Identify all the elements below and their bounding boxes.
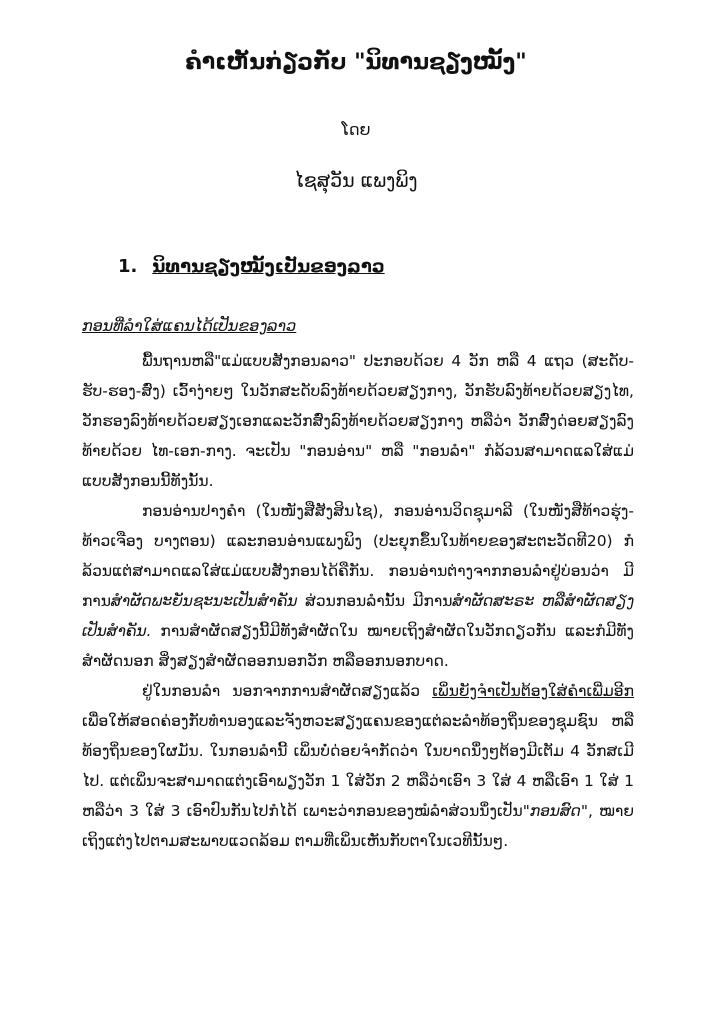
p2-text-c: ສ່ວນກອນລໍານັ້ນ ມີການ [297, 592, 453, 610]
p2-text-a: ກອນອ່ານປາງຄໍາ (ໃນໜັງສືສັງສິນໄຊ), ກອນອ່ານວິດຊຸມາລີ (ໃນໜັງສືທ້າວຮຸ່ງ-ທ້າວເຈືອງ ບາງຕອນ) ແລະກອນອ່ານແພງພິງ (ປະຍຸກຂຶ້ນໃນທ້າຍຂອງສະຕະວັດທີ20) ກໍລ້ວນແຕ່ສາມາດແລໃສ່ແມ່ແບບສັງກອນໄດ້ຄືກັນ. ກອນອ່ານຕ່າງຈາກກອນລໍາຢູ່ບ່ອນວ່າ ມີການ [82, 502, 634, 610]
author-name: ໄຊສຸວັນ ແພງພິງ [294, 170, 418, 192]
p3-text-c: ເພື່ອໃຫ້ສອດຄ່ອງກັບທໍານອງແລະຈັງຫວະສຽງແຄນຂອງແຕ່ລະລໍາທ້ອງຖິ່ນຂອງຊຸມຊົນ ຫລືທ້ອງຖິ່ນຂອງໃຜມັນ. ໃນກອນລໍານີ້ ເພິ່ນບໍ່ດ່ອຍຈໍາກັດວ່າ ໃນບາດນຶ່ງໆຕ້ອງມີເຕັມ 4 ວັກສເມີໄປ. ແຕ່ເພິ່ນຈະສາມາດແຕ່ງເອົາພຽງວັກ 1 ໃສ່ວັກ 2 ຫລືວ່າເອົາ 3 ໃສ່ 4 ຫລືເອົາ 1 ໃສ່ 1 ຫລືວ່າ 3 ໃສ່ 3 ເອົາປົນກັນໄປກໍໄດ້ ເພາະວ່າກອນຂອງໝໍລໍາສ່ວນນຶ່ງເປັນ" [82, 712, 634, 820]
section-title: ນິທານຊຽງໝັ້ງເປັນຂອງລາວ [152, 256, 385, 277]
p3-text-e: ", ໝາຍເຖິງແຕ່ງໄປຕາມສະພາບແວດລ້ອມ ຕາມທີ່ເພິ່ນເຫັນກັບຕາໃນເວທີນັ້ນໆ. [82, 802, 634, 850]
section-number: 1. [118, 256, 138, 277]
byline-label: ໂດຍ [341, 120, 371, 139]
document-title: ຄໍາເຫັນກ່ຽວກັບ "ນິທານຊຽງໝັ້ງ" [185, 50, 527, 75]
paragraph-2 [82, 496, 634, 676]
p3-text-a: ຢູ່ໃນກອນລໍາ ນອກຈາກການສໍາຜັດສຽງແລ້ວ [142, 682, 433, 700]
p3-italic-d: ກອນສົດ [529, 802, 581, 820]
body-text [82, 346, 634, 856]
p2-italic-b: ສໍາຜັດພະຍັນຊະນະເປັນສໍາຄັນ [110, 592, 298, 610]
p3-underlined-b: ເພິ່ນຍັງຈໍາເປັນຕ້ອງໃສ່ຄໍາເພີ່ມອີກ [432, 682, 634, 700]
paragraph-3 [82, 676, 634, 856]
section-heading [118, 256, 385, 277]
paragraph-1: ພື້ນຖານຫລື"ແມ່ແບບສັງກອນລາວ" ປະກອບດ້ວຍ 4 ວັກ ຫລື 4 ແຖວ (ສະດັບ-ຮັບ-ຮອງ-ສົ່ງ) ເວົ້າງ່າຍໆ ໃນວັກສະດັບລົງທ້າຍດ້ວຍສຽງກາງ, ວັກຮັບລົງທ້າຍດ້ວຍສຽງໄທ, ວັກຮອງລົງທ້າຍດ້ວຍສຽງເອກແລະວັກສົ່ງລົງທ້າຍດ້ວຍສຽງກາງ ຫລືວ່າ ວັກສົ່ງດ່ອຍສຽງລົງທ້າຍດ້ວຍ ໄທ-ເອກ-ກາງ. ຈະເປັນ "ກອນອ່ານ" ຫລື "ກອນລໍາ" ກໍລ້ວນສາມາດແລໃສ່ແມ່ແບບສັງກອນນີ້ທັງນັ້ນ. [82, 352, 634, 490]
p2-italic-d: ສໍາຜັດສະຣະ ຫລືສໍາຜັດສຽງເປັນສໍາຄັນ. [82, 592, 634, 640]
subheading: ກອນທີ່ລໍາໃສ່ແຄນໄດ້ເປັນຂອງລາວ [82, 316, 297, 335]
p2-text-e: ການສໍາຜັດສຽງນີ້ມີທັງສໍາຜັດໃນ ໝາຍເຖິງສໍາຜັດໃນວັກດຽວກັນ ແລະກໍມີທັງສໍາຜັດນອກ ສິ່ງສຽງສໍາຜັດອອກນອກວັກ ຫລືອອກນອກບາດ. [82, 622, 634, 670]
